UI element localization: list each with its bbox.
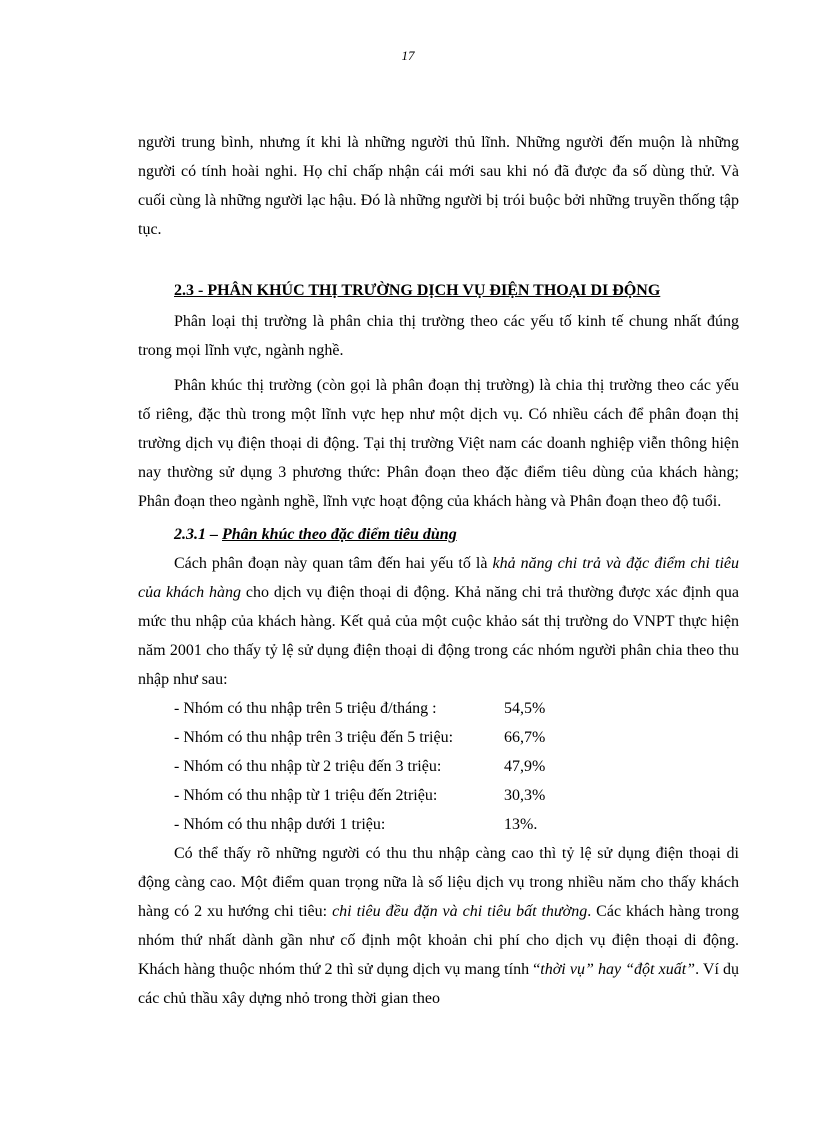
subsection-heading (138, 520, 739, 549)
subsection-title: Phân khúc theo đặc điểm tiêu dùng (222, 526, 457, 543)
para2-text-b: . Các khách hàng trong nhóm thứ nhất dành gần như cố định một khoản chi phí cho dịch vụ điện thoại di động. Khách hàng thuộc nhóm thứ 2 thì sử dụng dịch vụ mang tính “ (138, 903, 740, 978)
intro-paragraph: người trung bình, nhưng ít khi là những người thủ lĩnh. Những người đến muộn là những người có tính hoài nghi. Họ chỉ chấp nhận cái mới sau khi nó đã được đa số dùng thử. Và cuối cùng là những người lạc hậu. Đó là những người bị trói buộc bởi những truyền thống tập tục. (138, 134, 739, 238)
para1-text-b: cho dịch vụ điện thoại di động. Khả năng chi trả thường được xác định qua mức thu nhập của khách hàng. Kết quả của một cuộc khảo sát thị trường do VNPT thực hiện năm 2001 cho thấy tỷ lệ sử dụng điện thoại di động trong các nhóm người phân chia theo thu nhập như sau: (138, 584, 740, 688)
section-number: 2.3 - (174, 282, 208, 299)
page-number: 17 (401, 48, 415, 63)
subsection-number: 2.3.1 – (174, 526, 222, 543)
para2-text-c: . Ví dụ các chủ thầu xây dựng nhỏ trong thời gian theo (138, 961, 739, 1007)
list-item (138, 694, 739, 723)
subsection-paragraph-2 (138, 839, 739, 1013)
section-heading (138, 276, 739, 305)
income-group-list (138, 694, 739, 839)
section-paragraph-2: Phân khúc thị trường (còn gọi là phân đoạn thị trường) là chia thị trường theo các yếu tố riêng, đặc thù trong một lĩnh vực hẹp như một dịch vụ. Có nhiều cách để phân đoạn thị trường dịch vụ điện thoại di động. Tại thị trường Việt nam các doanh nghiệp viễn thông hiện nay thường sử dụng 3 phương thức: Phân đoạn theo đặc điểm tiêu dùng của khách hàng; Phân đoạn theo ngành nghề, lĩnh vực hoạt động của khách hàng và Phân đoạn theo độ tuổi. (138, 377, 739, 510)
para2-emphasis-2: thời vụ” hay “đột xuất” (540, 961, 696, 978)
list-item (138, 723, 739, 752)
list-item (138, 781, 739, 810)
para2-emphasis: chi tiêu đều đặn và chi tiêu bất thường (332, 903, 588, 920)
section-title: PHÂN KHÚC THỊ TRƯỜNG DỊCH VỤ ĐIỆN THOẠI DI ĐỘNG (207, 282, 661, 299)
income-value: 30,3% (504, 787, 546, 804)
income-label: - Nhóm có thu nhập từ 1 triệu đến 2triệu: (174, 787, 438, 804)
income-label: - Nhóm có thu nhập trên 5 triệu đ/tháng : (174, 700, 437, 717)
subsection-paragraph-1 (138, 549, 739, 694)
income-value: 54,5% (504, 700, 546, 717)
para1-text-a: Cách phân đoạn này quan tâm đến hai yếu tố là (174, 555, 493, 572)
income-value: 13%. (504, 816, 538, 833)
list-item (138, 810, 739, 839)
income-value: 47,9% (504, 758, 546, 775)
income-label: - Nhóm có thu nhập dưới 1 triệu: (174, 816, 386, 833)
para1-emphasis: khả năng chi trả và đặc điểm chi tiêu của khách hàng (138, 555, 740, 601)
income-label: - Nhóm có thu nhập từ 2 triệu đến 3 triệu: (174, 758, 442, 775)
section-paragraph-1: Phân loại thị trường là phân chia thị trường theo các yếu tố kinh tế chung nhất đúng trong mọi lĩnh vực, ngành nghề. (138, 313, 739, 359)
para2-text-a: Có thể thấy rõ những người có thu thu nhập càng cao thì tỷ lệ sử dụng điện thoại di động càng cao. Một điểm quan trọng nữa là số liệu dịch vụ trong nhiều năm cho thấy khách hàng có 2 xu hướng chi tiêu: (138, 845, 739, 920)
list-item (138, 752, 739, 781)
income-label: - Nhóm có thu nhập trên 3 triệu đến 5 triệu: (174, 729, 454, 746)
income-value: 66,7% (504, 729, 546, 746)
document-body (138, 128, 739, 1013)
